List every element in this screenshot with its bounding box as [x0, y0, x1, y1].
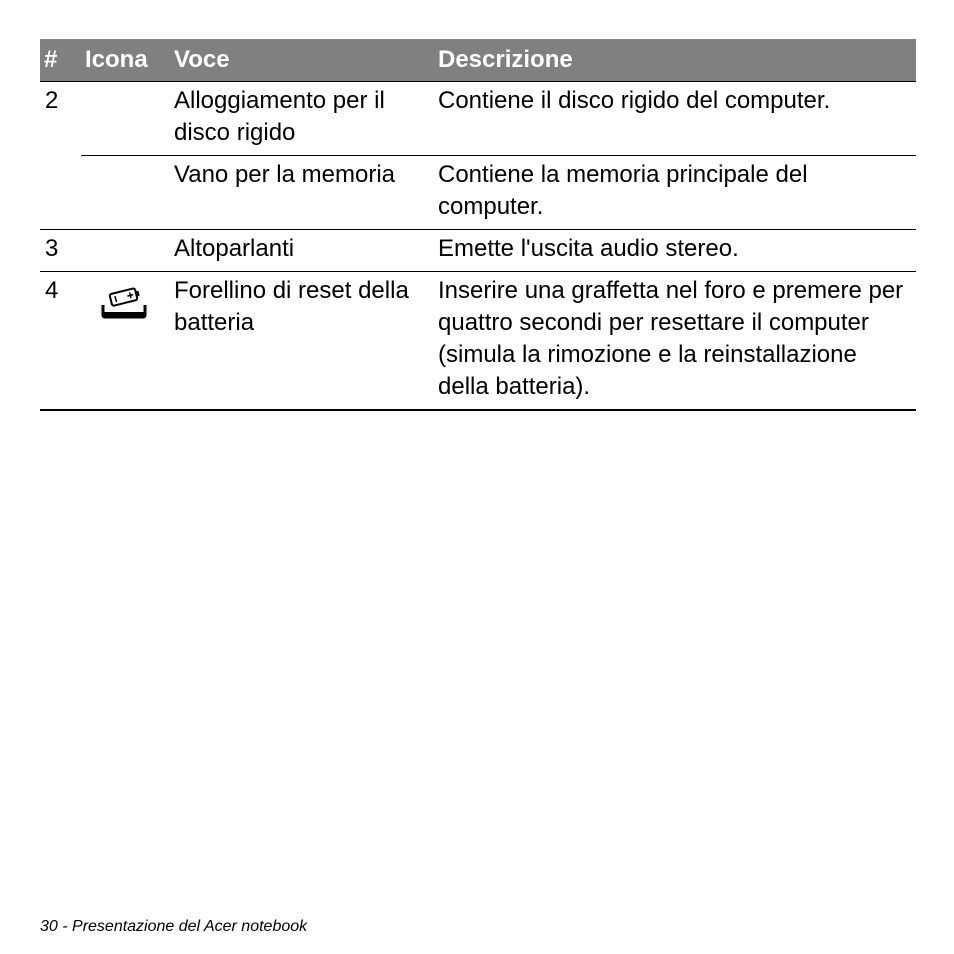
row-icon-cell [81, 230, 170, 272]
header-icon: Icona [81, 39, 170, 82]
row-item: Alloggiamento per il disco rigido [174, 87, 385, 146]
row-desc: Emette l'uscita audio stereo. [434, 230, 916, 272]
row-item: Forellino di reset della batteria [170, 272, 434, 411]
table-header-row [40, 39, 916, 82]
row-num: 4 [40, 272, 81, 411]
table-row [40, 272, 916, 411]
row-desc: Contiene la memoria principale del computer. [434, 156, 916, 230]
battery-reset-icon [99, 286, 149, 329]
row-desc: Inserire una graffetta nel foro e premere per quattro secondi per resettare il computer (simula la rimozione e la reinstallazione della batteria). [434, 272, 916, 411]
header-num: # [40, 39, 81, 82]
row-num: 3 [40, 230, 81, 272]
row-icon-cell [81, 82, 170, 156]
header-item: Voce [170, 39, 434, 82]
table-row [40, 82, 916, 156]
table-row [40, 156, 916, 230]
row-item: Vano per la memoria [170, 156, 434, 230]
row-item: Altoparlanti [170, 230, 434, 272]
row-icon-cell [81, 156, 170, 230]
row-icon-cell [81, 272, 170, 411]
row-desc: Contiene il disco rigido del computer. [438, 87, 831, 114]
page-footer: 30 - Presentazione del Acer notebook [40, 918, 308, 935]
header-desc: Descrizione [434, 39, 916, 82]
table-row [40, 230, 916, 272]
spec-table [40, 39, 916, 411]
row-num: 2 [45, 87, 59, 114]
